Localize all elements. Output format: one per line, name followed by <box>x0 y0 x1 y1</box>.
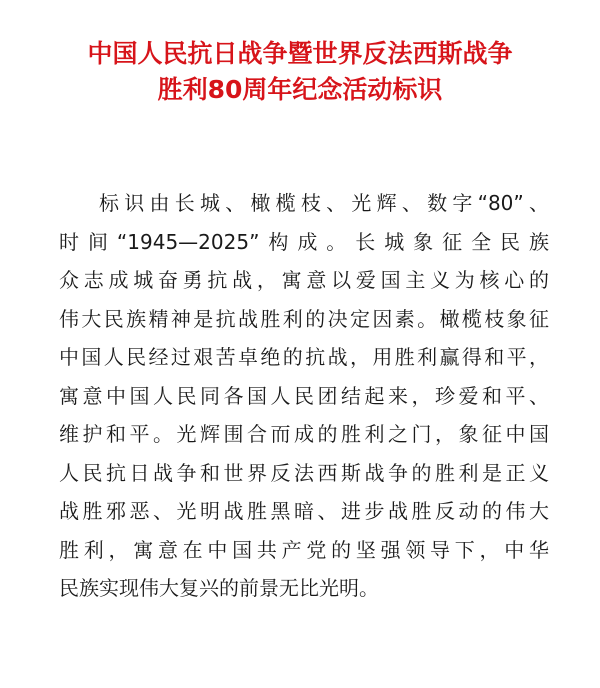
body-line: 时间“1945—2025”构成。长城象征全民族 <box>59 229 549 254</box>
body-line: 伟大民族精神是抗战胜利的决定因素。橄榄枝象征 <box>59 306 549 331</box>
body-line: 标识由长城、橄榄枝、光辉、数字“80”、 <box>99 191 549 215</box>
body-line: 胜利，寓意在中国共产党的坚强领导下，中华 <box>59 537 549 562</box>
body-line: 战胜邪恶、光明战胜黑暗、进步战胜反动的伟大 <box>59 499 549 523</box>
body-line: 众志成城奋勇抗战，寓意以爱国主义为核心的 <box>59 268 549 292</box>
body-line: 中国人民经过艰苦卓绝的抗战，用胜利赢得和平， <box>59 345 549 369</box>
body-line: 人民抗日战争和世界反法西斯战争的胜利是正义 <box>59 460 549 485</box>
body-paragraph <box>59 184 549 608</box>
title-line-2: 胜利80周年纪念活动标识 <box>157 75 443 104</box>
page-title <box>0 36 600 108</box>
body-line: 寓意中国人民同各国人民团结起来，珍爱和平、 <box>59 383 549 408</box>
title-line-1: 中国人民抗日战争暨世界反法西斯战争 <box>87 39 513 68</box>
body-line: 民族实现伟大复兴的前景无比光明。 <box>59 576 379 600</box>
body-line: 维护和平。光辉围合而成的胜利之门，象征中国 <box>59 422 549 446</box>
